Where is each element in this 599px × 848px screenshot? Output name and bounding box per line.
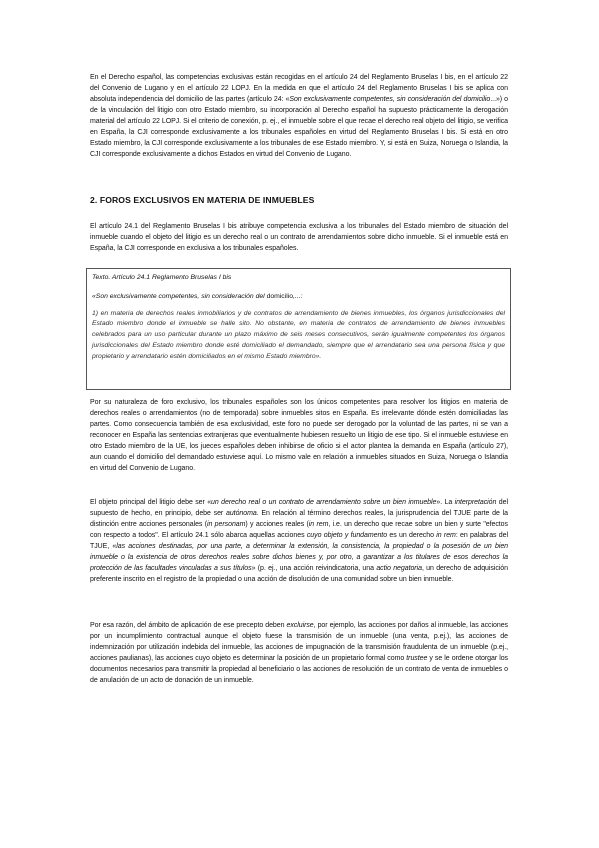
text-run: es un derecho xyxy=(387,532,437,539)
text-run-italic: cuyo objeto y fundamento xyxy=(306,532,388,539)
paragraph-object xyxy=(90,497,508,585)
text-run: del supuesto de hecho, en principio, debe ser xyxy=(90,499,508,517)
quote-title: Texto. Artículo 24.1 Reglamento Bruselas I bis xyxy=(92,274,232,281)
text-run: , i.e. un derecho que recae sobre un bien y surte "efectos con respecto a todos". El artículo 24.1 sólo abarca aquellas acciones xyxy=(90,521,508,539)
text-run: ...») o de la vinculación del litigio con otro Estado miembro, su incorporación al Derecho español ha supuesto prácticamente la derogación material del artículo 22 LOPJ. Si el criterio de conexión, p. ej., el inmueble sobre el que recae el derecho real objeto del litigio, se verifica en España, la CJI corresponde exclusivamente a los tribunales españoles en virtud del Reglamento Bruselas I bis. Si está en otro Estado miembro, la CJI corresponde exclusivamente a los tribunales de ese Estado miembro. Y, si está en Suiza, Noruega o Islandia, la CJI corresponde exclusivamente a dichos Estados en virtud del Convenio de Lugano. xyxy=(90,96,508,158)
text-run-italic: in rem xyxy=(436,532,456,539)
text-run-italic: «Son exclusivamente competentes, sin consideración del xyxy=(92,292,267,300)
text-run-italic: actio negatoria xyxy=(376,565,422,572)
text-run-italic: in rem xyxy=(308,521,329,528)
paragraph-exclusions xyxy=(90,620,508,686)
text-run: Por esa razón, del ámbito de aplicación de ese precepto deben xyxy=(90,622,287,629)
text-run: En el Derecho español, las competencias exclusivas están recogidas en el artículo 24 del Reglamento Bruselas I bis, en el artículo 22 del Convenio de Lugano y en el artículo 22 LOPJ. En la medida en que el artículo 24 del Reglamento Bruselas I bis se aplica con absoluta independencia del domicilio de las partes (artículo 24: « xyxy=(90,74,508,103)
quote-intro xyxy=(92,292,505,303)
text-run-italic: trustee xyxy=(406,655,428,662)
text-run: y se le ordene otorgar los documentos necesarios para transmitir la propiedad al beneficiario o las acciones de resolución de un contrato de venta de inmuebles o de anulación de un acto de donación de un inmueble. xyxy=(90,655,508,684)
quote-box xyxy=(86,268,511,390)
text-run-italic: autónoma xyxy=(225,510,257,517)
text-run: ) y acciones reales ( xyxy=(245,521,309,528)
text-run-italic: ,...: xyxy=(293,292,303,300)
text-run: . En relación al término derechos reales, la jurisprudencia del TJUE parte de la distinción entre acciones personales ( xyxy=(90,510,508,528)
text-run-italic: in personam xyxy=(207,521,246,528)
text-run: ». La xyxy=(436,499,455,506)
quote-body: 1) en materia de derechos reales inmobiliarios y de contratos de arrendamiento de bienes inmuebles, los órganos jurisdiccionales del Estado miembro donde el inmueble se halle sito. No obstante, en materia de contratos de arrendamiento de bienes inmuebles celebrados para un uso particular durante un plazo máximo de seis meses consecutivos, serán igualmente competentes los órganos jurisdiccionales del Estado miembro donde esté domiciliado el demandado, siempre que el arrendatario sea una persona física y que propietario y arrendatario estén domiciliados en el mismo Estado miembro». xyxy=(92,309,505,360)
text-run-italic: un derecho real o un contrato de arrendamiento sobre un bien inmueble xyxy=(211,499,437,506)
text-run: , por ejemplo, las acciones por daños al inmueble, las acciones por un incumplimiento contractual aunque el objeto fuese la transmisión de un inmueble (una venta, p.ej.), las acciones de indemnización por utilización indebida del inmueble, las acciones de impugnación de la transmisión fraudulenta de un inmueble (p.ej., acciones paulianas), las acciones cuyo objeto es determinar la posición de un propietario formal como xyxy=(90,622,508,662)
section-heading: 2. FOROS EXCLUSIVOS EN MATERIA DE INMUEBLES xyxy=(90,195,315,205)
text-run: , un derecho de adquisición preferente inscrito en el registro de la propiedad o una acción de disolución de una comunidad sobre un bien inmueble. xyxy=(90,565,508,583)
text-run: domicilio xyxy=(266,292,294,300)
paragraph-exclusive-nature: Por su naturaleza de foro exclusivo, los tribunales españoles son los únicos competentes para resolver los litigios en materia de derechos reales o arrendamientos (no de temporada) sobre inmuebles sitos en España. Es irrelevante dónde estén domiciliadas las partes. Como consecuencia también de esa exclusividad, este foro no puede ser derogado por la voluntad de las partes, ni se van a reconocer en España las sentencias extranjeras que eventualmente hubiesen resuelto un litigio de ese tipo. Si el inmueble estuviese en otro Estado miembro de la UE, los jueces españoles deben inhibirse de oficio si el actor plantea la demanda en España (artículo 27), aun cuando el domicilio del demandado estuviese aquí. Lo mismo vale en relación a inmuebles situados en Suiza, Noruega o Islandia en virtud del Convenio de Lugano. xyxy=(90,399,508,472)
text-run: El objeto principal del litigio debe ser « xyxy=(90,499,212,506)
text-run-italic: excluirse xyxy=(286,622,314,629)
text-run-italic: Son exclusivamente competentes, sin consideración del domicilio xyxy=(289,96,491,103)
text-run-italic: las acciones destinadas, por una parte, a determinar la extensión, la consistencia, la propiedad o la posesión de un bien inmueble o la existencia de otros derechos reales sobre dichos bienes y, por otro, a garantizar a los titulares de esos derechos la protección de las facultades vinculadas a sus títulos xyxy=(90,543,509,572)
text-run: : en palabras del TJUE, « xyxy=(90,532,508,550)
paragraph-intro xyxy=(90,72,508,160)
text-run: » (p. ej., una acción reivindicatoria, una xyxy=(251,565,377,572)
text-run-italic: interpretación xyxy=(454,499,497,506)
paragraph-article-24: El artículo 24.1 del Reglamento Bruselas I bis atribuye competencia exclusiva a los tribunales del Estado miembro de situación del inmueble cuando el objeto del litigio es un derecho real o un contrato de arrendamientos sobre dicho inmueble. Si el inmueble está en España, la CJI corresponde en exclusiva a los tribunales españoles. xyxy=(90,223,508,252)
